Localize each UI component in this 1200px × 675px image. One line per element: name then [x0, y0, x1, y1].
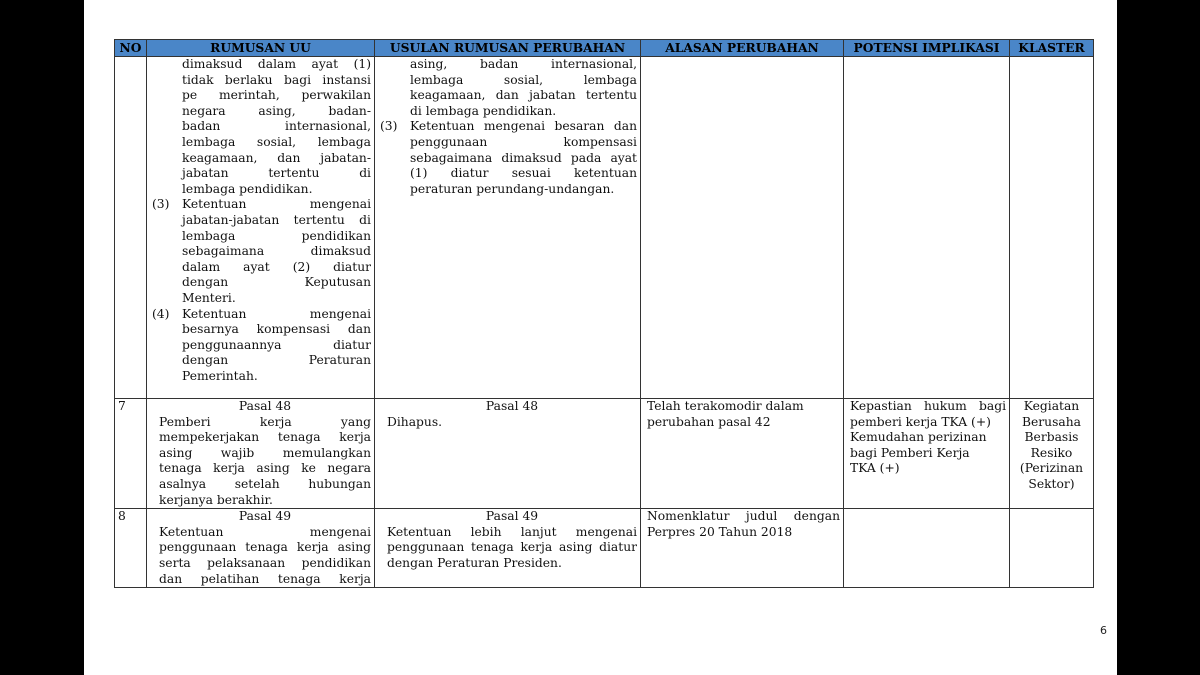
- text-line: Resiko: [1030, 445, 1073, 460]
- cell-klaster: [1010, 399, 1094, 509]
- text-line: penggunaan tenaga kerja asing: [159, 540, 371, 555]
- cell-rumusan-uu: [147, 57, 375, 399]
- text-line: dengan Peraturan: [182, 353, 371, 368]
- text-line: mempekerjakan tenaga kerja: [159, 430, 371, 445]
- pasal-title: Pasal 49: [485, 509, 539, 524]
- text-line: Kemudahan perizinan: [850, 430, 987, 445]
- text-line: (Perizinan: [1019, 461, 1084, 476]
- cell-no: [115, 57, 147, 399]
- text-line: penggunaannya diatur: [182, 337, 371, 352]
- text-line: sebagaimana dimaksud: [182, 244, 371, 259]
- text-line: bagi Pemberi Kerja: [850, 445, 970, 460]
- text-line: pe merintah, perwakilan: [182, 88, 371, 103]
- cell-usulan-rumusan: [375, 509, 641, 588]
- text-line: Dihapus.: [387, 414, 443, 429]
- cell-rumusan-uu: [147, 509, 375, 588]
- rumusan-paragraph-3: [150, 197, 371, 306]
- cell-alasan-perubahan: [641, 509, 844, 588]
- text-line: penggunaan kompensasi: [410, 134, 637, 149]
- text-line: sebagaimana dimaksud pada ayat: [410, 150, 637, 165]
- text-line: Ketentuan mengenai: [159, 524, 371, 539]
- header-no: NO: [115, 40, 147, 57]
- cell-klaster: [1010, 509, 1094, 588]
- text-line: Pemerintah.: [182, 368, 258, 383]
- text-line: dan pelatihan tenaga kerja: [159, 571, 371, 586]
- text-line: di lembaga pendidikan.: [410, 103, 557, 118]
- cell-alasan-perubahan: [641, 57, 844, 399]
- text-line: TKA (+): [850, 461, 900, 476]
- text-line: Ketentuan mengenai: [182, 197, 371, 212]
- text-line: perubahan pasal 42: [647, 414, 771, 429]
- text-line: jabatan-jabatan tertentu di: [182, 212, 371, 227]
- text-line: Nomenklatur judul dengan: [647, 509, 840, 524]
- paragraph-number: (3): [152, 197, 170, 212]
- text-line: lembaga sosial, lembaga: [182, 134, 371, 149]
- text-line: jabatan tertentu di: [182, 166, 371, 181]
- rumusan-paragraph-4: [150, 307, 371, 385]
- header-usulan-rumusan: USULAN RUMUSAN PERUBAHAN: [375, 40, 641, 57]
- text-line: Sektor): [1028, 476, 1075, 491]
- cell-no: 8: [115, 509, 147, 588]
- cell-usulan-rumusan: [375, 57, 641, 399]
- pasal-title: Pasal 48: [238, 399, 292, 413]
- table-row: [115, 399, 1094, 509]
- text-line: dalam ayat (2) diatur: [182, 259, 371, 274]
- document-page: [84, 0, 1117, 675]
- cell-usulan-rumusan: [375, 399, 641, 509]
- text-line: pemberi kerja TKA (+): [850, 414, 991, 429]
- text-line: keagamaan, dan jabatan-: [182, 150, 371, 165]
- rumusan-paragraph-2: [150, 57, 371, 197]
- usulan-paragraph-3: [378, 119, 637, 197]
- amendment-table: [114, 39, 1094, 588]
- pasal-title: Pasal 48: [485, 399, 539, 413]
- cell-potensi-implikasi: [844, 509, 1010, 588]
- text-line: Berbasis: [1024, 430, 1079, 445]
- header-klaster: KLASTER: [1010, 40, 1094, 57]
- header-potensi-implikasi: POTENSI IMPLIKASI: [844, 40, 1010, 57]
- header-row: [115, 40, 1094, 57]
- text-line: serta pelaksanaan pendidikan: [159, 555, 371, 570]
- text-line: Kegiatan: [1023, 399, 1080, 413]
- text-line: Menteri.: [182, 290, 236, 305]
- text-line: peraturan perundang-undangan.: [410, 181, 615, 196]
- text-line: tenaga kerja asing ke negara: [159, 461, 371, 476]
- cell-no: 7: [115, 399, 147, 509]
- paragraph-number: (4): [152, 306, 170, 321]
- text-line: asalnya setelah hubungan: [159, 476, 371, 491]
- text-line: Ketentuan mengenai: [182, 306, 371, 321]
- text-line: tidak berlaku bagi instansi: [182, 72, 371, 87]
- text-line: lembaga pendidikan: [182, 228, 371, 243]
- text-line: dengan Keputusan: [182, 275, 371, 290]
- usulan-paragraph-2: [378, 57, 637, 119]
- text-line: keagamaan, dan jabatan tertentu: [410, 88, 637, 103]
- text-line: besarnya kompensasi dan: [182, 322, 371, 337]
- cell-potensi-implikasi: [844, 399, 1010, 509]
- text-line: Telah terakomodir dalam: [647, 399, 804, 413]
- text-line: asing, badan internasional,: [410, 57, 637, 71]
- text-line: Pemberi kerja yang: [159, 414, 371, 429]
- table-row: [115, 57, 1094, 399]
- page-number: 6: [1100, 624, 1107, 637]
- text-line: penggunaan tenaga kerja asing diatur: [387, 540, 637, 555]
- text-line: Ketentuan mengenai besaran dan: [410, 119, 637, 134]
- text-line: Kepastian hukum bagi: [850, 399, 1006, 413]
- text-line: Ketentuan lebih lanjut mengenai: [387, 524, 637, 539]
- text-line: Berusaha: [1021, 414, 1081, 429]
- table-row: [115, 509, 1094, 588]
- text-line: (1) diatur sesuai ketentuan: [410, 166, 637, 181]
- text-line: Perpres 20 Tahun 2018: [647, 524, 793, 539]
- text-line: dengan Peraturan Presiden.: [387, 555, 562, 570]
- paragraph-number: (3): [380, 119, 398, 134]
- pasal-title: Pasal 49: [238, 509, 292, 524]
- cell-potensi-implikasi: [844, 57, 1010, 399]
- text-line: lembaga sosial, lembaga: [410, 72, 637, 87]
- text-line: kerjanya berakhir.: [159, 492, 273, 507]
- header-alasan-perubahan: ALASAN PERUBAHAN: [641, 40, 844, 57]
- text-line: badan internasional,: [182, 119, 371, 134]
- cell-alasan-perubahan: [641, 399, 844, 509]
- cell-rumusan-uu: [147, 399, 375, 509]
- text-line: lembaga pendidikan.: [182, 181, 313, 196]
- text-line: negara asing, badan-: [182, 103, 371, 118]
- cell-klaster: [1010, 57, 1094, 399]
- text-line: asing wajib memulangkan: [159, 445, 371, 460]
- header-rumusan-uu: RUMUSAN UU: [147, 40, 375, 57]
- text-line: dimaksud dalam ayat (1): [182, 57, 371, 71]
